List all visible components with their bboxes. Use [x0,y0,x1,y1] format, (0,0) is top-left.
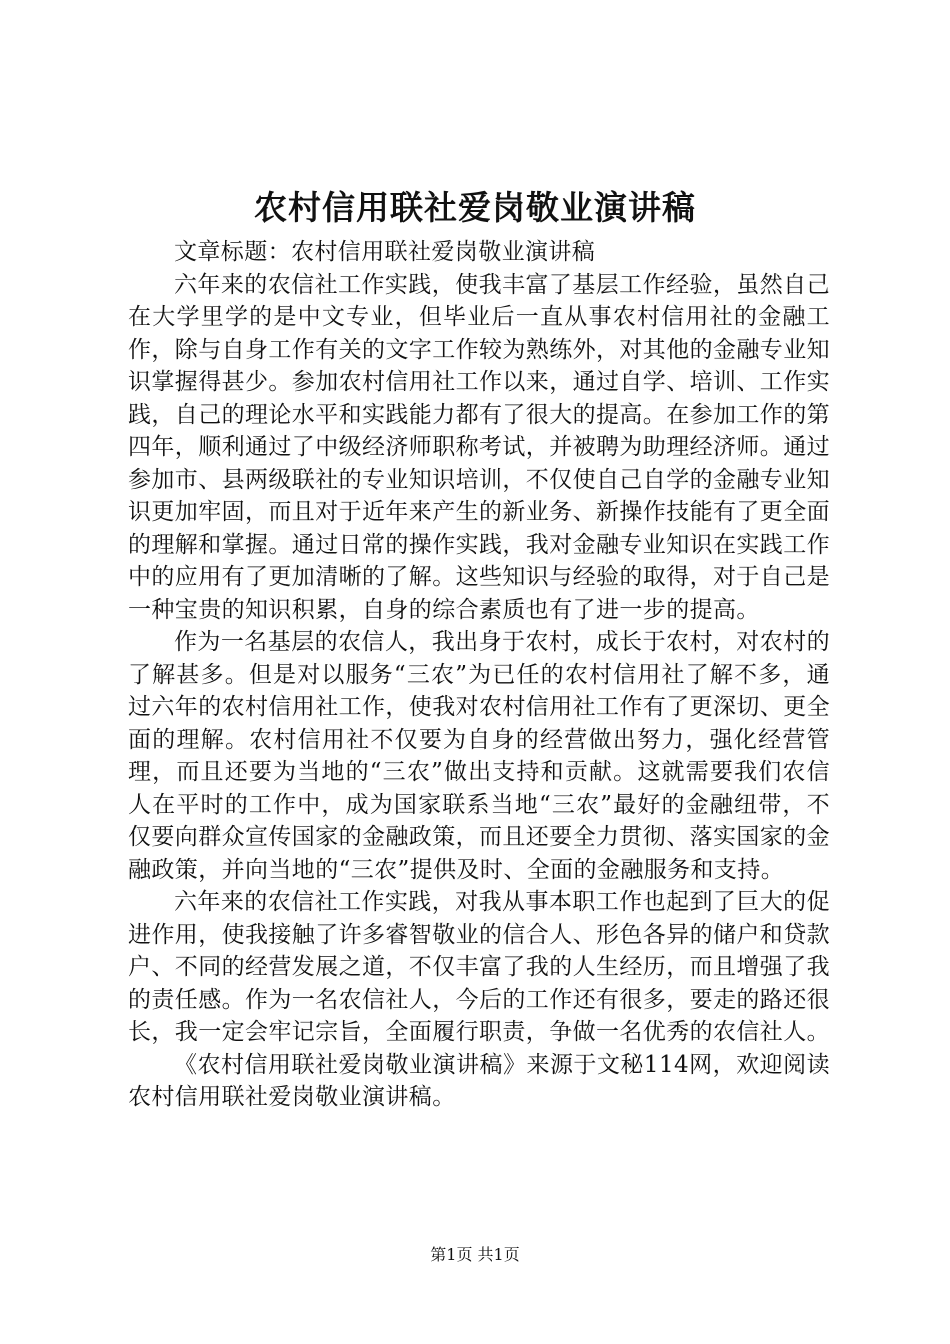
page-number-footer: 第1页 共1页 [430,1245,520,1264]
paragraph-3: 六年来的农信社工作实践，对我从事本职工作也起到了巨大的促进作用，使我接触了许多睿智敬业的信合人、形色各异的储户和贷款户、不同的经营发展之道，不仅丰富了我的人生经历，而且增强了我的责任感。作为一名农信社人，今后的工作还有很多，要走的路还很长，我一定会牢记宗旨，全面履行职责，争做一名优秀的农信社人。 [128,889,830,1045]
paragraph-article-title: 文章标题：农村信用联社爱岗敬业演讲稿 [174,239,596,265]
paragraph-2: 作为一名基层的农信人，我出身于农村，成长于农村，对农村的了解甚多。但是对以服务“三农”为已任的农村信用社了解不多，通过六年的农村信用社工作，使我对农村信用社工作有了更深切、更全面的理解。农村信用社不仅要为自身的经营做出努力，强化经营管理，而且还要为当地的“三农”做出支持和贡献。这就需要我们农信人在平时的工作中，成为国家联系当地“三农”最好的金融纽带，不仅要向群众宣传国家的金融政策，而且还要全力贯彻、落实国家的金融政策，并向当地的“三农”提供及时、全面的金融服务和支持。 [128,629,830,883]
document-title: 农村信用联社爱岗敬业演讲稿 [254,188,696,227]
paragraph-source-note: 《农村信用联社爱岗敬业演讲稿》来源于文秘114网，欢迎阅读农村信用联社爱岗敬业演讲稿。 [128,1051,830,1110]
document-body [128,236,830,1114]
paragraph-1: 六年来的农信社工作实践，使我丰富了基层工作经验，虽然自己在大学里学的是中文专业，但毕业后一直从事农村信用社的金融工作，除与自身工作有关的文字工作较为熟练外，对其他的金融专业知识掌握得甚少。参加农村信用社工作以来，通过自学、培训、工作实践，自己的理论水平和实践能力都有了很大的提高。在参加工作的第四年，顺利通过了中级经济师职称考试，并被聘为助理经济师。通过参加市、县两级联社的专业知识培训，不仅使自己自学的金融专业知识更加牢固，而且对于近年来产生的新业务、新操作技能有了更全面的理解和掌握。通过日常的操作实践，我对金融专业知识在实践工作中的应用有了更加清晰的了解。这些知识与经验的取得，对于自己是一种宝贵的知识积累，自身的综合素质也有了进一步的提高。 [128,271,830,623]
